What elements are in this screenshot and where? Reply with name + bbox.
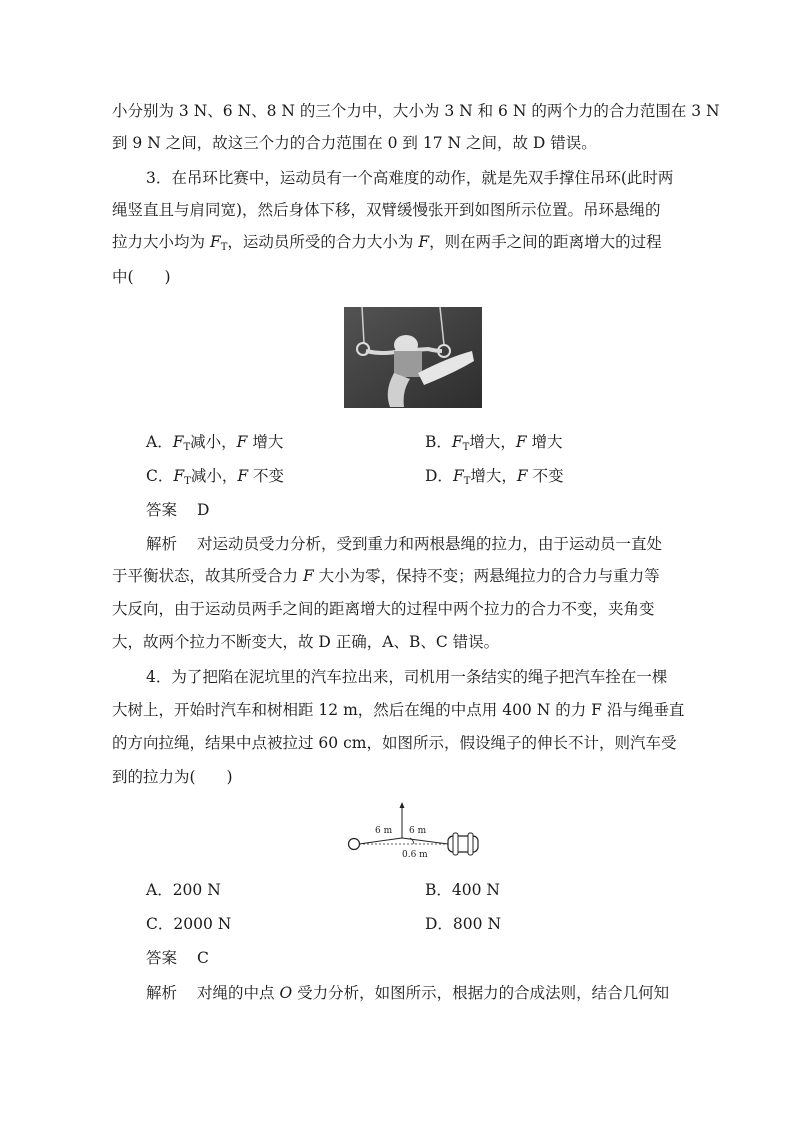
q3-stem-line-1: 3．在吊环比赛中，运动员有一个高难度的动作，就是先双手撑住吊环(此时两	[146, 169, 674, 187]
q3-option-b: B．$F_T$增大，F 增大	[425, 433, 563, 453]
force-arrow-icon	[400, 802, 405, 808]
q3-answer: 答案 D	[146, 501, 210, 519]
q3-analysis-line-2: 于平衡状态，故其所受合力 F 大小为零，保持不变；两悬绳拉力的合力与重力等	[112, 567, 660, 585]
q3-stem-line-2: 绳竖直且与肩同宽)，然后身体下移，双臂缓慢张开到如图所示位置。吊环悬绳的	[112, 201, 661, 219]
gymnast-rings-photo	[344, 307, 482, 408]
svg-text:6 m: 6 m	[409, 826, 427, 836]
tree-icon	[349, 839, 360, 850]
q3-option-a: A．$F_T$减小，F 增大	[146, 433, 284, 453]
q4-option-c: C．2000 N	[146, 915, 232, 933]
q4-option-a: A．200 N	[146, 881, 221, 899]
q3-stem-line-3: 拉力大小均为 $F_T$，运动员所受的合力大小为 F，则在两手之间的距离增大的过程	[112, 233, 662, 253]
car-icon	[448, 833, 478, 855]
q3-analysis-line-3: 大反向，由于运动员两手之间的距离增大的过程中两个拉力的合力不变，夹角变	[112, 600, 655, 618]
q4-answer: 答案 C	[146, 949, 209, 967]
q3-analysis-line-4: 大，故两个拉力不断变大，故 D 正确，A、B、C 错误。	[112, 633, 500, 651]
q4-stem-line-1: 4．为了把陷在泥坑里的汽车拉出来，司机用一条结实的绳子把汽车拴在一棵	[146, 668, 668, 686]
svg-text:6 m: 6 m	[375, 826, 393, 836]
rope-car-diagram	[344, 802, 490, 862]
q4-stem-line-3: 的方向拉绳，结果中点被拉过 60 cm，如图所示，假设绳子的伸长不计，则汽车受	[112, 734, 677, 752]
q4-stem-line-2: 大树上，开始时汽车和树相距 12 m，然后在绳的中点用 400 N 的力 F 沿与绳垂直	[112, 701, 685, 719]
prev-answer-line-1: 小分别为 3 N、6 N、8 N 的三个力中，大小为 3 N 和 6 N 的两个力的合力范围在 3 N	[112, 102, 720, 120]
prev-answer-line-2: 到 9 N 之间，故这三个力的合力范围在 0 到 17 N 之间，故 D 错误。	[112, 134, 597, 152]
svg-text:0.6 m: 0.6 m	[402, 850, 428, 860]
q4-stem-line-4: 到的拉力为( )	[112, 768, 233, 786]
q3-option-c: C．$F_T$减小，F 不变	[146, 467, 285, 487]
q4-analysis-line-1: 解析 对绳的中点 O 受力分析，如图所示，根据力的合成法则，结合几何知	[146, 984, 670, 1002]
q3-analysis-line-1: 解析 对运动员受力分析，受到重力和两根悬绳的拉力，由于运动员一直处	[146, 535, 663, 553]
q4-option-d: D．800 N	[425, 915, 502, 933]
q3-stem-line-4: 中( )	[112, 268, 171, 286]
q4-option-b: B．400 N	[425, 881, 500, 899]
q3-option-d: D．$F_T$增大，F 不变	[425, 467, 564, 487]
